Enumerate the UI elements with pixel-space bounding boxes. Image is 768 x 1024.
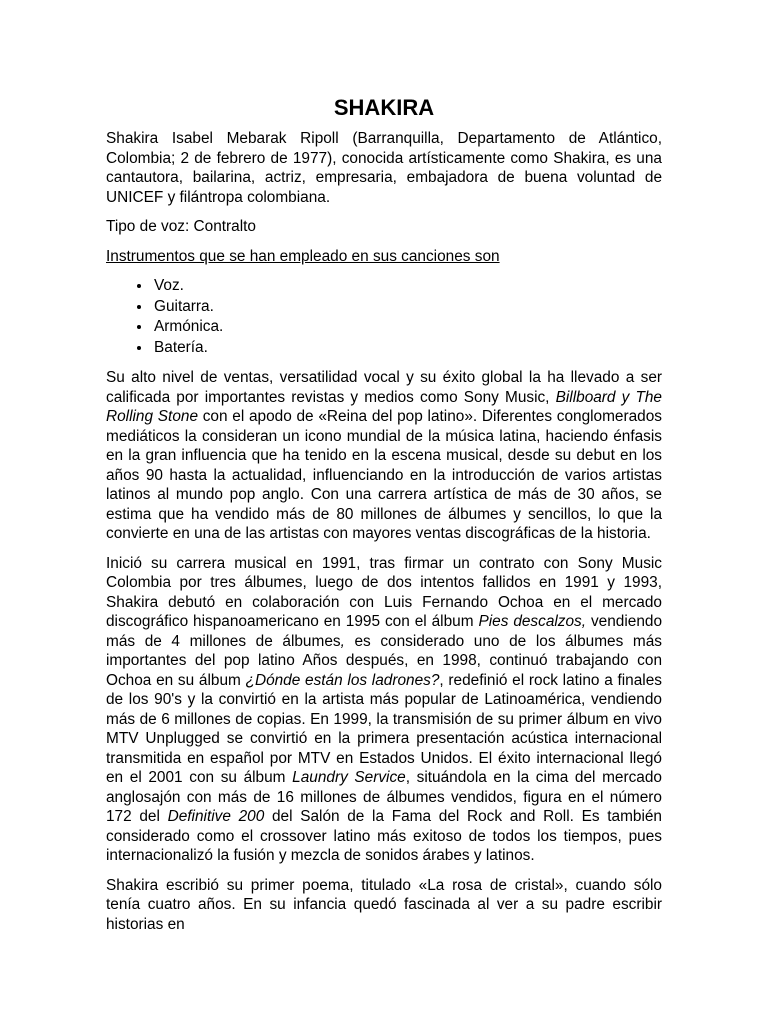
italic-run: Pies descalzos, <box>478 613 587 630</box>
text-run: , situándola en la cima del mercado anglosajón con más de 16 millones de álbumes vendidos, figura en el número 172 del <box>106 769 662 825</box>
document-title: SHAKIRA <box>333 95 435 120</box>
list-item: • Voz. <box>152 276 662 297</box>
text-run: Inició su carrera musical en 1991, tras firmar un contrato con Sony Music Colombia por tres álbumes, luego de dos intentos fallidos en 1991 y 1993, Shakira debutó en colaboración con Luis Fernando Ochoa en el mercado discográfico hispanoamericano en 1995 con el álbum <box>106 554 662 630</box>
text-run: , redefinió el rock latino a finales de los 90's y la convirtió en la artista más popular de Latinoamérica, vendiendo más de 6 millones de copias. En 1999, la transmisión de su primer álbum en vivo MTV Unplugged se convirtió en la primera presentación acústica internacional transmitida en español por MTV en Estados Unidos. El éxito internacional llegó en el 2001 con su álbum <box>106 671 662 786</box>
text-run: Su alto nivel de ventas, versatilidad vocal y su éxito global la ha llevado a ser calificada por importantes revistas y medios como Sony Music, <box>106 369 662 406</box>
voice-type-line: Tipo de voz: Contralto <box>106 218 256 235</box>
list-item: • Armónica. <box>152 317 662 338</box>
italic-run: Billboard y The Rolling Stone <box>106 388 662 425</box>
instruments-heading: Instrumentos que se han empleado en sus canciones son <box>106 247 500 265</box>
italic-run: Laundry Service <box>292 769 406 786</box>
career-paragraph <box>106 554 662 866</box>
list-item: • Batería. <box>152 338 662 359</box>
italic-run: , <box>340 632 345 650</box>
italic-run: Definitive 200 <box>167 808 265 825</box>
text-run: del Salón de la Fama del Rock and Roll. Es también considerado como el crossover latino más exitoso de todos los tiempos, pues internacionalizó la fusión y mezcla de sonidos árabes y latinos. <box>106 808 662 864</box>
italic-run: ¿Dónde están los ladrones? <box>245 671 440 689</box>
text-run: con el apodo de «Reina del pop latino». Diferentes conglomerados mediáticos la consideran un icono mundial de la música latina, haciendo énfasis en la gran influencia que ha tenido en la escena musical, desde su debut en los años 90 hasta la actualidad, influenciando en la introducción de varios artistas latinos al mundo pop anglo. Con una carrera artística de más de 30 años, se estima que ha vendido más de 80 millones de álbumes y sencillos, lo que la convierte en una de las artistas con mayores ventas discográficas de la historia. <box>106 408 662 542</box>
text-run: vendiendo más de 4 millones de álbumes <box>106 613 663 650</box>
popularity-paragraph <box>106 368 662 544</box>
childhood-paragraph: Shakira escribió su primer poema, titulado «La rosa de cristal», cuando sólo tenía cuatro años. En su infancia quedó fascinada al ver a su padre escribir historias en <box>106 876 662 933</box>
text-run: es considerado uno de los álbumes más importantes del pop latino Años después, en 1998, continuó trabajando con Ochoa en su álbum <box>106 632 662 689</box>
instruments-list <box>106 276 662 358</box>
list-item: • Guitarra. <box>152 297 662 318</box>
intro-paragraph: Shakira Isabel Mebarak Ripoll (Barranquilla, Departamento de Atlántico, Colombia; 2 de febrero de 1977), conocida artísticamente como Shakira, es una cantautora, bailarina, actriz, empresaria, embajadora de buena voluntad de UNICEF y filántropa colombiana. <box>106 130 662 206</box>
